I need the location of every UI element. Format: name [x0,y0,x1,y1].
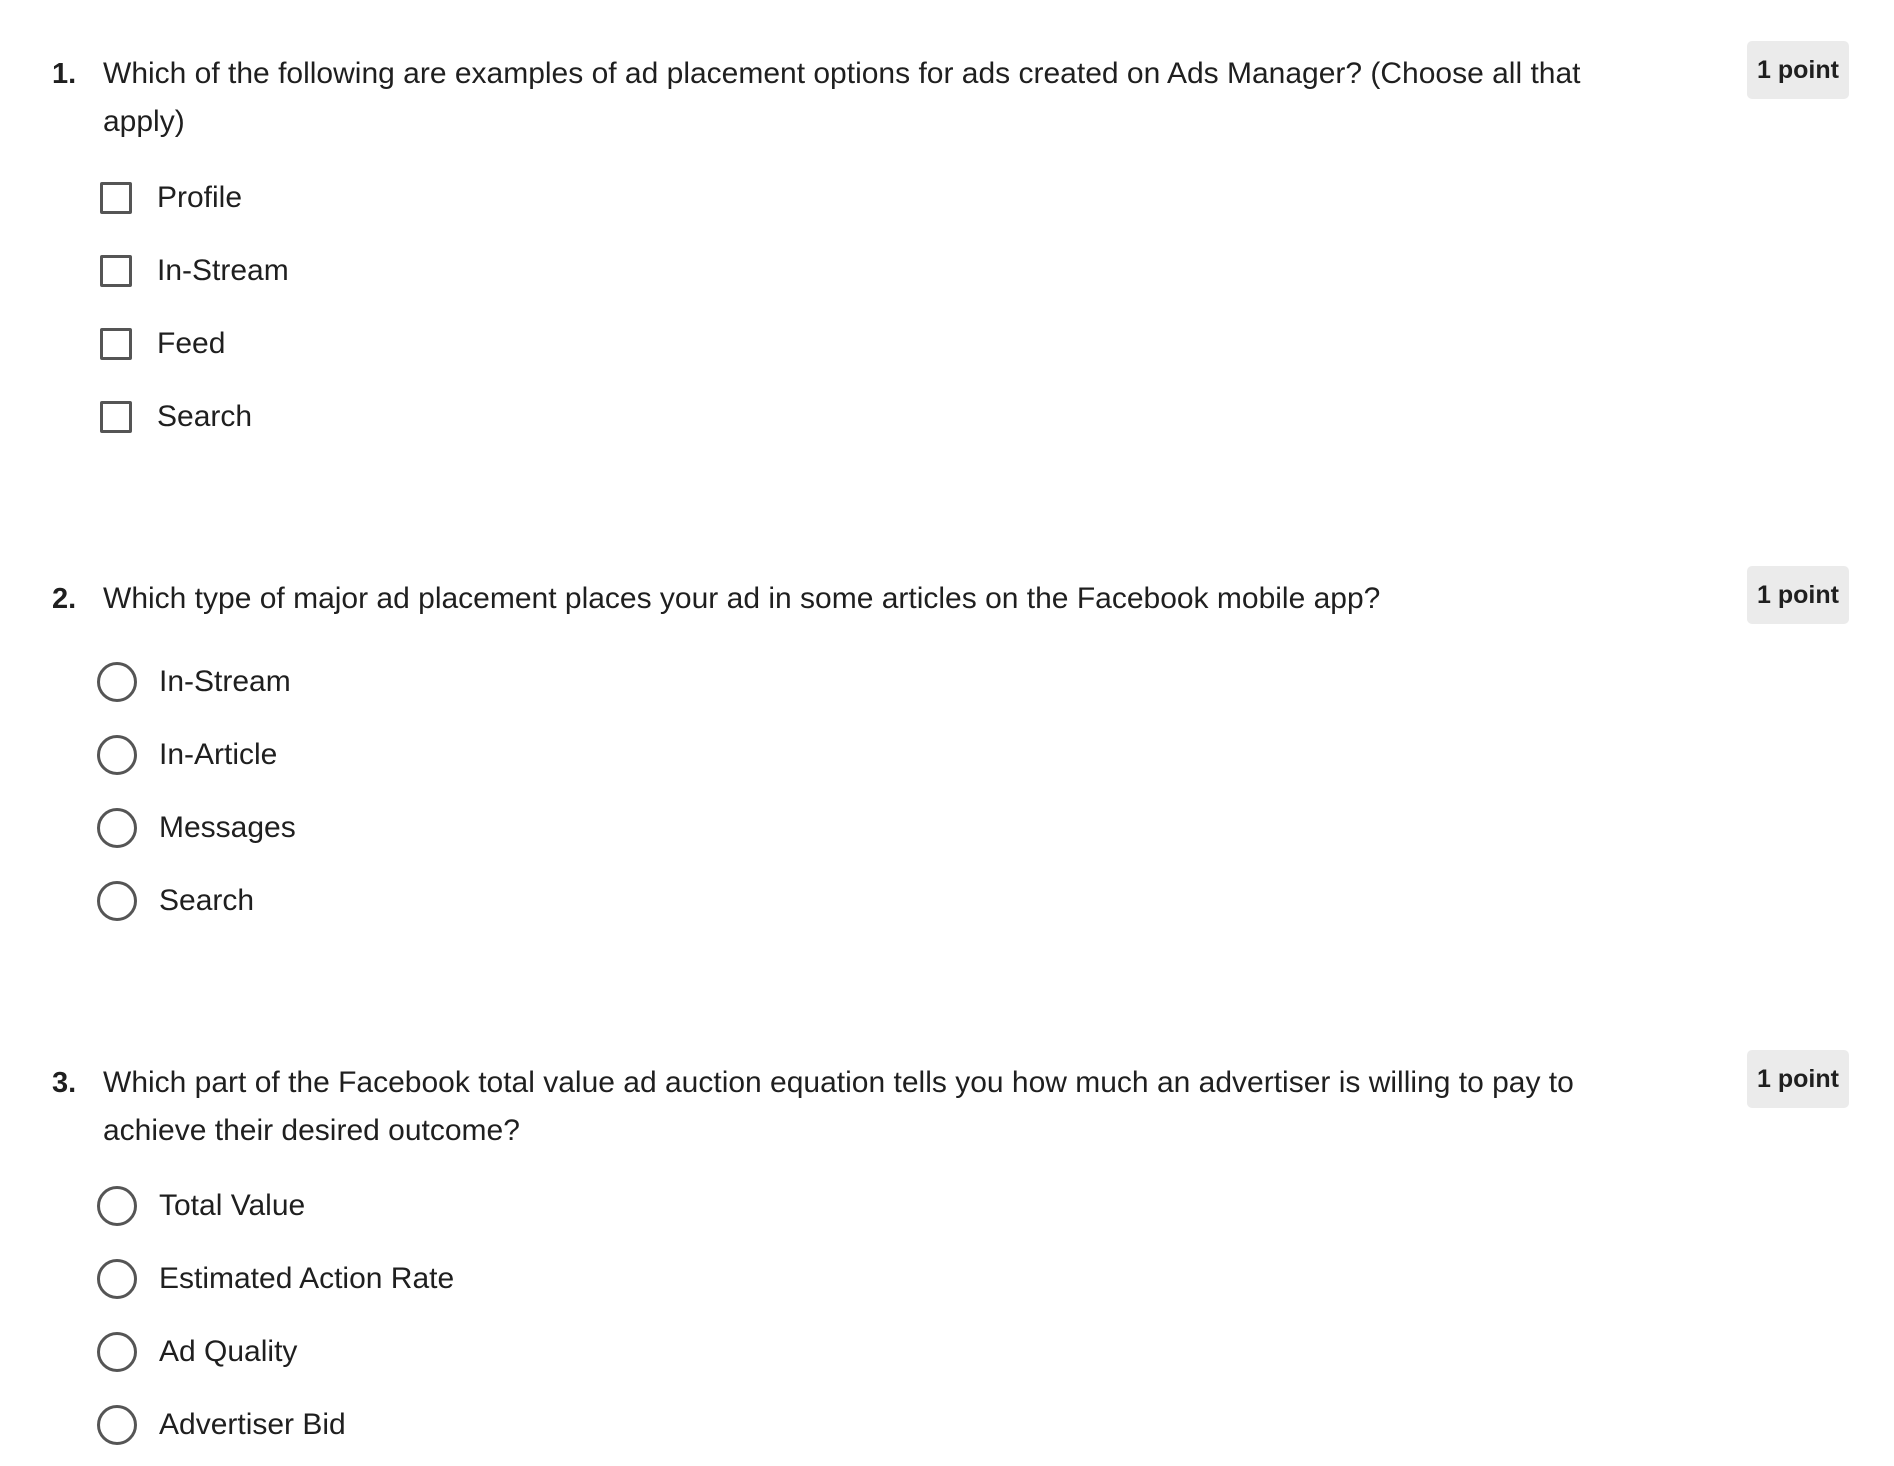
radio-button[interactable] [97,1332,137,1372]
option-radio-messages[interactable] [100,803,800,853]
option-label: Estimated Action Rate [159,1262,455,1295]
option-label: Advertiser Bid [159,1408,346,1441]
option-radio-ad-quality[interactable] [100,1327,800,1377]
question-text: Which of the following are examples of ad placement options for ads created on Ads Manager? (Choose all that apply) [103,57,1581,138]
option-label: In-Stream [157,254,289,287]
option-label: Ad Quality [159,1335,298,1368]
points-badge: 1 point [1747,566,1849,624]
radio-button[interactable] [97,808,137,848]
option-label: Search [159,884,255,917]
option-radio-advertiser-bid[interactable] [100,1400,800,1450]
option-radio-in-article[interactable] [100,730,800,780]
radio-button[interactable] [97,662,137,702]
option-label: Feed [157,327,226,360]
radio-button[interactable] [97,1405,137,1445]
option-checkbox-profile[interactable] [100,173,800,223]
option-radio-estimated-action-rate[interactable] [100,1254,800,1304]
option-radio-total-value[interactable] [100,1181,800,1231]
option-checkbox-search[interactable] [100,392,800,442]
option-radio-search[interactable] [100,876,800,926]
option-label: Search [157,400,253,433]
option-label: Profile [157,181,243,214]
option-radio-in-stream[interactable] [100,657,800,707]
checkbox[interactable] [100,182,132,214]
checkbox[interactable] [100,401,132,433]
radio-button[interactable] [97,881,137,921]
option-checkbox-feed[interactable] [100,319,800,369]
question-number: 1. [52,58,77,90]
points-badge: 1 point [1747,41,1849,99]
radio-button[interactable] [97,735,137,775]
question-text: Which type of major ad placement places your ad in some articles on the Facebook mobile app? [103,582,1381,615]
option-label: Messages [159,811,296,844]
question-number: 3. [52,1067,77,1099]
radio-button[interactable] [97,1186,137,1226]
checkbox[interactable] [100,328,132,360]
question-text: Which part of the Facebook total value ad auction equation tells you how much an advertiser is willing to pay to achieve their desired outcome? [103,1066,1574,1147]
option-checkbox-in-stream[interactable] [100,246,800,296]
question-number: 2. [52,583,77,615]
radio-button[interactable] [97,1259,137,1299]
points-badge: 1 point [1747,1050,1849,1108]
option-label: In-Stream [159,665,291,698]
option-label: Total Value [159,1189,306,1222]
checkbox[interactable] [100,255,132,287]
option-label: In-Article [159,738,278,771]
